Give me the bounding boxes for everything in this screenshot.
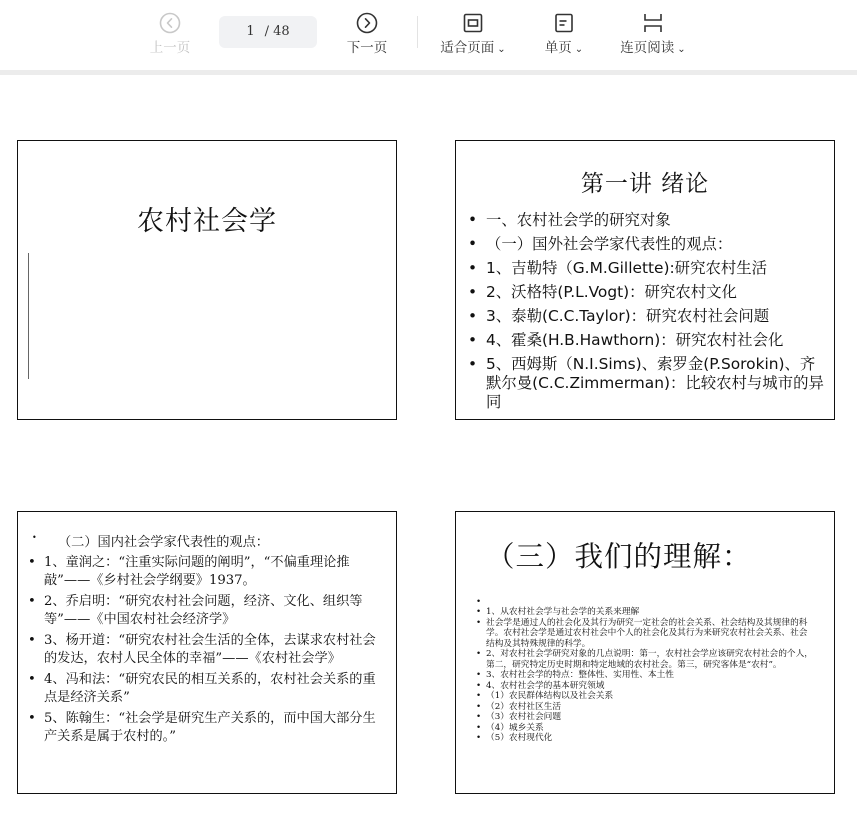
toolbar-divider [417,16,418,48]
list-item: • 1、童润之：“注重实际问题的阐明”，“不偏重理论推敲”——《乡村社会学纲要》1937。 [44,554,382,589]
list-item: • 3、杨开道：“研究农村社会生活的全体，去谋求农村社会的发达，农村人民全体的幸福”——《农村社会学》 [44,632,382,667]
list-item: • 4、农村社会学的基本研究领域 [486,681,816,692]
bullet-list [456,597,834,744]
chevron-down-icon: ⌄ [677,44,686,55]
next-page-label: 下一页 [346,40,388,56]
continuous-reading-label: 连页阅读 ⌄ [620,40,686,56]
continuous-page-icon [642,12,664,34]
single-page-icon [553,12,575,34]
slide-4 [455,511,835,794]
continuous-reading-dropdown[interactable] [612,0,694,70]
single-page-label: 单页 ⌄ [544,40,584,56]
list-item: • 3、农村社会学的特点：整体性、实用性、本土性 [486,670,816,681]
list-item: • 2、对农村社会学研究对象的几点说明：第一，农村社会学应该研究农村社会的个人，第二，研究特定历史时期和特定地域的农村社会。第三，研究客体是“农村”。 [486,649,816,670]
list-item: • （2）农村社区生活 [486,702,816,713]
list-item: • 3、泰勒(C.C.Taylor)：研究农村社会问题 [476,304,824,328]
document-viewport[interactable] [0,75,857,814]
list-item: • （3）农村社会问题 [486,712,816,723]
slide-2 [455,140,835,420]
list-item: • 4、冯和法：“研究农民的相互关系的，农村社会关系的重点是经济关系” [44,671,382,706]
slide-title: （三）我们的理解： [486,540,752,573]
list-item: • 2、乔启明：“研究农村社会问题，经济、文化、组织等等”——《中国农村社会经济学》 [44,593,382,628]
slide-3 [17,511,397,794]
list-item: • （1）农民群体结构以及社会关系 [486,691,816,702]
single-page-dropdown[interactable] [538,0,590,70]
current-page-input[interactable]: 1 [246,24,255,39]
total-pages: / 48 [264,24,290,39]
slide-heading: （二）国内社会学家代表性的观点： [58,535,269,550]
prev-page-button[interactable] [145,0,195,70]
list-item: • 1、吉勒特（G.M.Gillette):研究农村生活 [476,256,824,280]
fit-page-label: 适合页面 ⌄ [440,40,506,56]
bullet-list [18,554,396,745]
slide-title: 第一讲 绪论 [580,171,710,197]
chevron-down-icon: ⌄ [497,44,506,55]
pdf-toolbar [0,0,857,75]
list-item: • 1、从农村社会学与社会学的关系来理解 [486,607,816,618]
list-item: • （5）农村现代化 [486,733,816,744]
slide-divider [28,253,29,379]
slide-title: 农村社会学 [137,206,277,237]
page-indicator[interactable] [219,16,317,48]
list-item: • 社会学是通过人的社会化及其行为研究一定社会的社会关系、社会结构及其规律的科学。农村社会学是通过农村社会中个人的社会化及其行为来研究农村社会关系、社会结构及其特殊规律的科学。 [486,618,816,650]
list-item: • （一）国外社会学家代表性的观点： [476,232,824,256]
fit-page-dropdown[interactable] [432,0,514,70]
next-page-button[interactable] [342,0,392,70]
list-item: • （4）城乡关系 [486,723,816,734]
list-item: • 5、西姆斯（N.I.Sims)、索罗金(P.Sorokin)、齐默尔曼(C.C.Zimmerman)：比较农村与城市的异同 [476,355,824,412]
prev-page-label: 上一页 [149,40,191,56]
chevron-right-circle-icon [356,12,378,34]
list-item: • 4、霍桑(H.B.Hawthorn)：研究农村社会化 [476,328,824,352]
chevron-down-icon: ⌄ [574,44,584,55]
fit-page-icon [462,12,484,34]
list-item [486,597,816,607]
chevron-left-circle-icon [159,12,181,34]
bullet-dot: • [32,533,37,542]
list-item: • 5、陈翰生：“社会学是研究生产关系的，而中国大部分生产关系是属于农村的。” [44,710,382,745]
list-item: • 2、沃格特(P.L.Vogt)：研究农村文化 [476,280,824,304]
bullet-list [456,208,834,412]
list-item: • 一、农村社会学的研究对象 [476,208,824,232]
slide-1 [17,140,397,420]
